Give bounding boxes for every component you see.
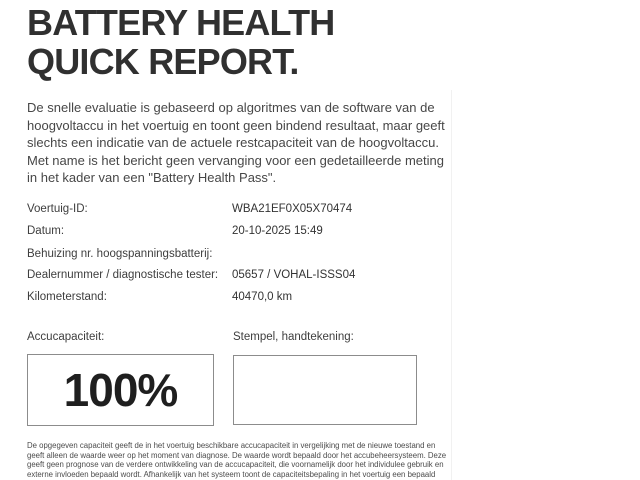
stamp-signature-box xyxy=(233,355,417,425)
capacity-section-label: Accucapaciteit: xyxy=(27,331,105,343)
field-label-date: Datum: xyxy=(27,225,65,237)
field-label-battery-housing-nr: Behuizing nr. hoogspanningsbatterij: xyxy=(27,248,213,260)
field-label-dealer-number-tester: Dealernummer / diagnostische tester: xyxy=(27,269,219,281)
field-label-odometer: Kilometerstand: xyxy=(27,291,107,303)
intro-paragraph-line: slechts een indicatie van de actuele restcapaciteit van de hoogvoltaccu. xyxy=(27,135,439,150)
intro-paragraph-line: in het kader van een "Battery Health Pass". xyxy=(27,170,277,185)
stamp-signature-section-label: Stempel, handtekening: xyxy=(233,331,354,343)
field-value-vehicle-id: WBA21EF0X05X70474 xyxy=(232,203,353,215)
capacity-result-box xyxy=(27,354,214,426)
page-edge-divider xyxy=(451,90,452,480)
page-title-line-1: BATTERY HEALTH xyxy=(27,2,335,43)
page-title-line-2: QUICK REPORT. xyxy=(27,41,299,82)
intro-paragraph-line: De snelle evaluatie is gebaseerd op algoritmes van de software van de xyxy=(27,100,435,115)
field-value-date: 20-10-2025 15:49 xyxy=(232,225,323,237)
footer-disclaimer-line: geeft alleen de waarde weer op het moment van diagnose. De waarde wordt bepaald door het accubeheersysteem. Deze xyxy=(27,450,447,460)
footer-disclaimer-line: geeft geen prognose van de verdere ontwikkeling van de accucapaciteit, die voornamelijk door het individulee gebruik en xyxy=(27,460,444,470)
intro-paragraph-line: Met name is het bericht geen vervanging voor een gedetailleerde meting xyxy=(27,152,444,168)
capacity-value: 100% xyxy=(63,364,178,416)
field-value-odometer: 40470,0 km xyxy=(232,291,293,303)
footer-disclaimer-line: externe invloeden bepaald wordt. Afhankelijk van het systeem toont de capaciteitsbepaling in het voertuig een bepaald xyxy=(27,470,436,480)
field-value-dealer-number-tester: 05657 / VOHAL-ISSS04 xyxy=(232,269,356,281)
footer-disclaimer-line: De opgegeven capaciteit geeft de in het voertuig beschikbare accucapaciteit in vergelijking met de nieuwe toestand en xyxy=(27,441,436,450)
field-label-vehicle-id: Voertuig-ID: xyxy=(27,203,88,215)
intro-paragraph-line: hoogvoltaccu in het voertuig en toont geen bindend resultaat, maar geeft xyxy=(27,117,445,133)
